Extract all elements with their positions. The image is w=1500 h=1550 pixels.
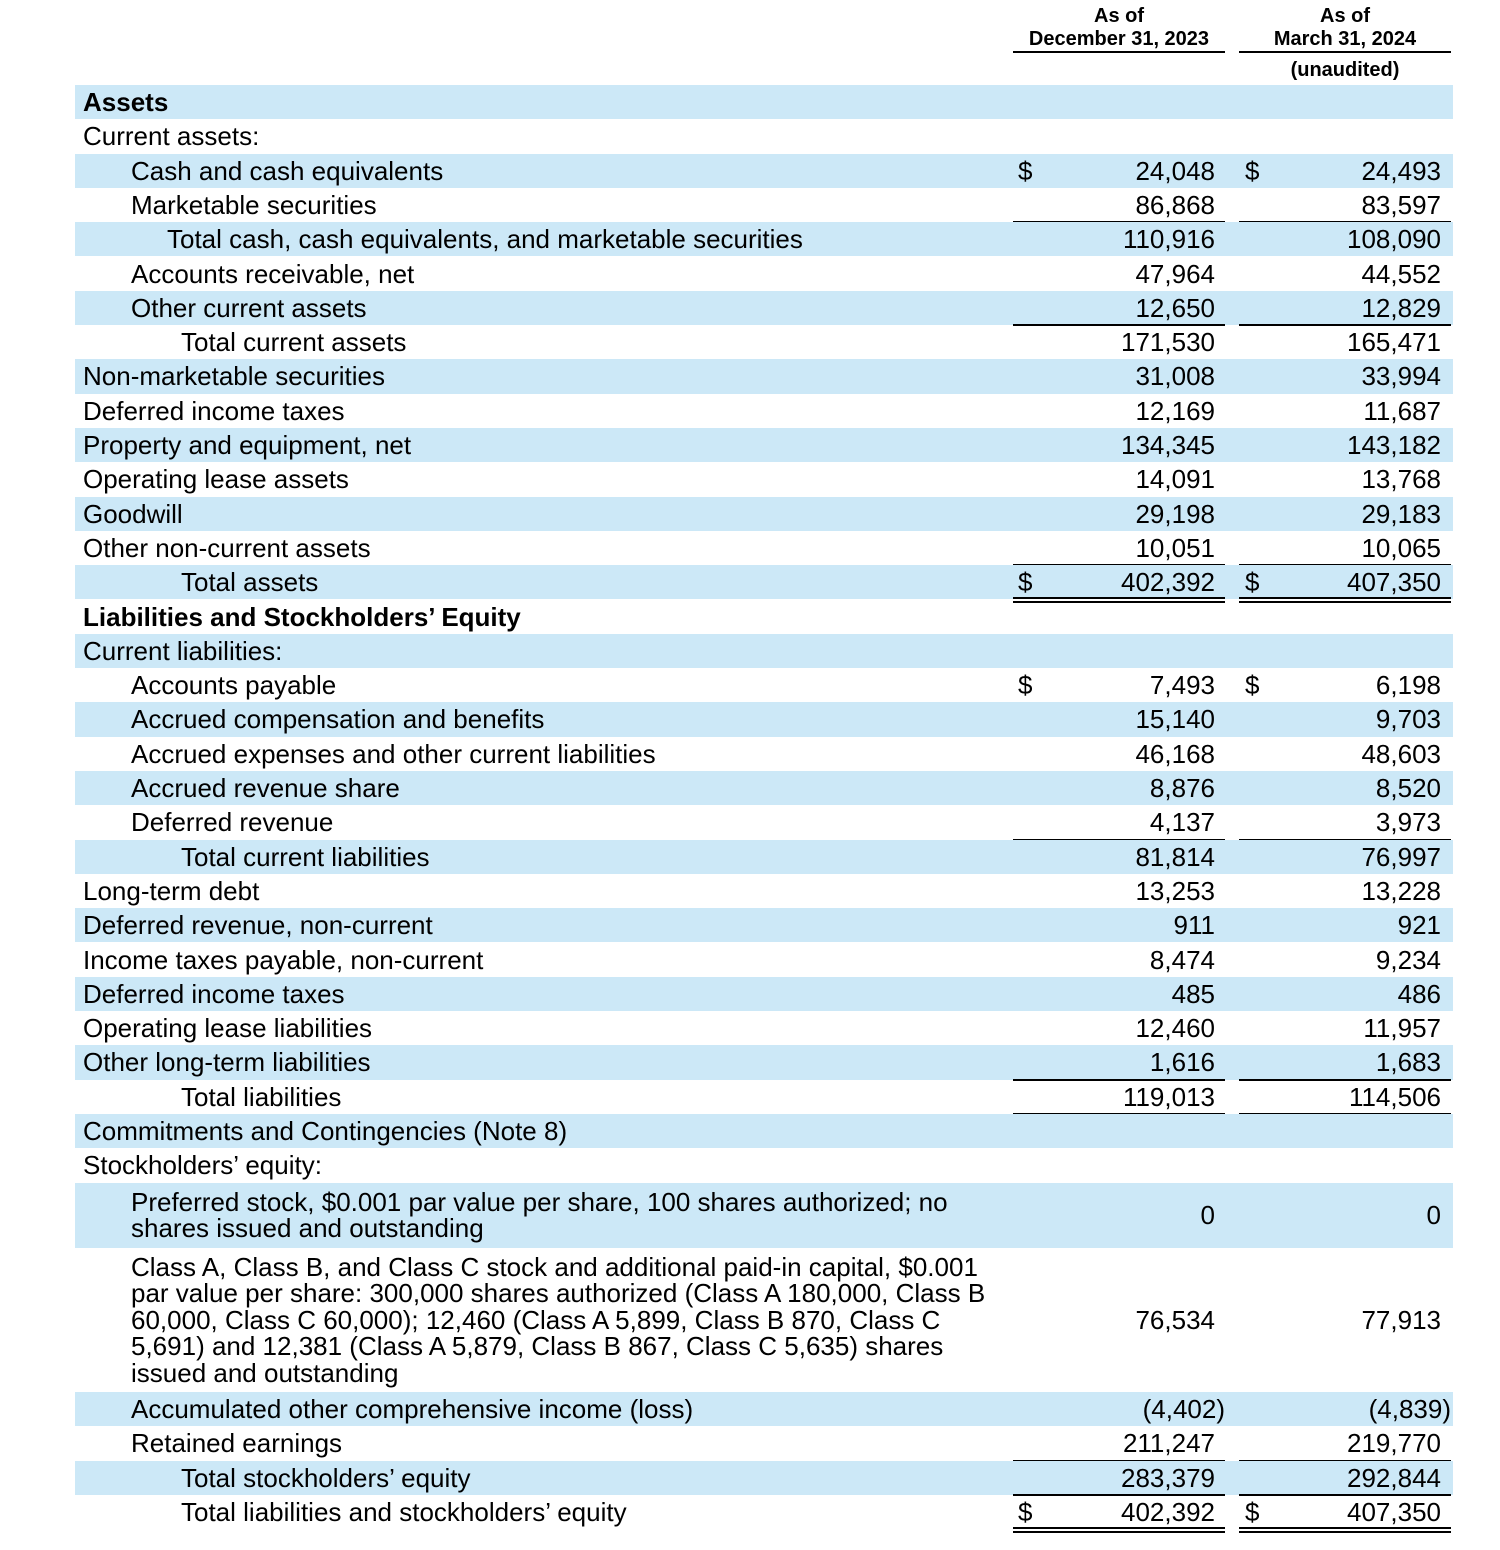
row-label: Accounts receivable, net bbox=[131, 258, 415, 289]
currency-symbol: $ bbox=[1245, 670, 1260, 701]
value-mar-2024: 165,471 bbox=[1347, 327, 1441, 358]
value-dec-2023: 211,247 bbox=[1122, 1428, 1215, 1459]
table-row bbox=[75, 1148, 1453, 1182]
value-dec-2023: 24,048 bbox=[1135, 155, 1215, 186]
row-label: Marketable securities bbox=[131, 189, 377, 220]
table-row bbox=[75, 359, 1453, 393]
table-row bbox=[75, 394, 1453, 428]
row-label: Liabilities and Stockholders’ Equity bbox=[83, 601, 521, 632]
table-row bbox=[75, 291, 1453, 325]
table-row bbox=[75, 119, 1453, 153]
value-mar-2024: 24,493 bbox=[1361, 155, 1441, 186]
row-label: Total liabilities and stockholders’ equity bbox=[181, 1497, 627, 1527]
column-header-line2: December 31, 2023 bbox=[1028, 28, 1210, 50]
row-label: Total assets bbox=[181, 567, 319, 598]
table-row bbox=[75, 908, 1453, 942]
table-row bbox=[75, 771, 1453, 805]
row-label: Deferred income taxes bbox=[83, 978, 345, 1009]
value-dec-2023: 0 bbox=[1200, 1200, 1215, 1231]
value-dec-2023: 81,814 bbox=[1135, 841, 1215, 872]
row-label: Commitments and Contingencies (Note 8) bbox=[83, 1116, 568, 1146]
value-dec-2023: 8,876 bbox=[1149, 773, 1215, 803]
row-label: Total stockholders’ equity bbox=[181, 1462, 471, 1493]
value-dec-2023: 485 bbox=[1171, 978, 1215, 1009]
total-underline bbox=[1013, 1527, 1225, 1533]
value-dec-2023: 119,013 bbox=[1122, 1081, 1215, 1112]
value-mar-2024: 13,228 bbox=[1361, 875, 1441, 906]
row-label: Operating lease assets bbox=[83, 464, 349, 495]
value-mar-2024: 83,597 bbox=[1361, 189, 1441, 220]
header-underline bbox=[1013, 51, 1225, 53]
row-label: Cash and cash equivalents bbox=[131, 155, 444, 186]
column-header-line2: March 31, 2024 bbox=[1273, 28, 1417, 50]
currency-symbol: $ bbox=[1018, 1497, 1033, 1527]
table-row bbox=[75, 1392, 1453, 1426]
value-mar-2024: 13,768 bbox=[1361, 464, 1441, 495]
currency-symbol: $ bbox=[1245, 1497, 1260, 1527]
value-mar-2024: 1,683 bbox=[1375, 1047, 1441, 1078]
row-label: Non-marketable securities bbox=[83, 361, 386, 392]
table-row bbox=[75, 840, 1453, 874]
table-row bbox=[75, 737, 1453, 771]
row-label: Current liabilities: bbox=[83, 635, 283, 666]
table-row bbox=[75, 1461, 1453, 1495]
row-label: Other long-term liabilities bbox=[83, 1047, 371, 1078]
value-dec-2023: 911 bbox=[1173, 910, 1215, 941]
column-header-line1: As of bbox=[1094, 5, 1144, 27]
value-dec-2023: 76,534 bbox=[1135, 1304, 1215, 1335]
value-dec-2023: 10,051 bbox=[1135, 532, 1215, 563]
row-label: Deferred income taxes bbox=[83, 395, 345, 426]
value-mar-2024: 29,183 bbox=[1361, 498, 1441, 529]
value-dec-2023: 7,493 bbox=[1149, 670, 1215, 701]
table-row bbox=[75, 943, 1453, 977]
currency-symbol: $ bbox=[1018, 155, 1033, 186]
value-dec-2023: 12,169 bbox=[1135, 395, 1215, 426]
row-label: Deferred revenue, non-current bbox=[83, 910, 433, 941]
table-row bbox=[75, 1011, 1453, 1045]
table-row bbox=[75, 1045, 1453, 1079]
row-label: Accumulated other comprehensive income (loss) bbox=[131, 1394, 694, 1425]
value-mar-2024: 12,829 bbox=[1361, 292, 1441, 323]
value-mar-2024: 407,350 bbox=[1347, 1497, 1441, 1527]
value-dec-2023: (4,402) bbox=[1142, 1394, 1225, 1425]
value-dec-2023: 86,868 bbox=[1135, 189, 1215, 220]
value-dec-2023: 1,616 bbox=[1149, 1047, 1215, 1078]
table-row bbox=[75, 85, 1453, 119]
value-dec-2023: 13,253 bbox=[1135, 875, 1215, 906]
row-label: Preferred stock, $0.001 par value per share, 100 shares authorized; no shares issued and outstanding bbox=[131, 1186, 948, 1244]
value-mar-2024: 8,520 bbox=[1375, 773, 1441, 803]
table-row bbox=[75, 462, 1453, 496]
value-mar-2024: 292,844 bbox=[1347, 1462, 1441, 1493]
value-mar-2024: 114,506 bbox=[1348, 1081, 1441, 1112]
table-row bbox=[75, 428, 1453, 462]
table-row bbox=[75, 1183, 1453, 1248]
value-dec-2023: 12,460 bbox=[1135, 1013, 1215, 1044]
table-row bbox=[75, 1114, 1453, 1148]
table-row bbox=[75, 1080, 1453, 1114]
table-row bbox=[75, 668, 1453, 702]
table-row bbox=[75, 257, 1453, 291]
column-header-dec-2023 bbox=[1013, 5, 1225, 51]
value-mar-2024: 3,973 bbox=[1375, 807, 1441, 838]
value-dec-2023: 171,530 bbox=[1121, 327, 1215, 358]
value-mar-2024: 6,198 bbox=[1375, 670, 1441, 701]
table-row bbox=[75, 1248, 1453, 1393]
value-mar-2024: 9,234 bbox=[1375, 944, 1441, 975]
value-mar-2024: 9,703 bbox=[1375, 704, 1441, 735]
table-row bbox=[75, 805, 1453, 839]
row-label: Total current assets bbox=[181, 327, 407, 358]
header-underline bbox=[1239, 51, 1451, 53]
row-label: Total cash, cash equivalents, and marketable securities bbox=[167, 224, 803, 255]
value-mar-2024: 0 bbox=[1426, 1200, 1441, 1231]
row-label: Accounts payable bbox=[131, 670, 337, 701]
unaudited-note: (unaudited) bbox=[1290, 59, 1400, 81]
value-mar-2024: 33,994 bbox=[1361, 361, 1441, 392]
row-label: Other non-current assets bbox=[83, 532, 371, 563]
table-row bbox=[75, 154, 1453, 188]
value-dec-2023: 110,916 bbox=[1122, 224, 1215, 255]
value-mar-2024: 77,913 bbox=[1361, 1304, 1441, 1335]
row-label: Retained earnings bbox=[131, 1428, 343, 1459]
row-label: Income taxes payable, non-current bbox=[83, 944, 484, 975]
value-dec-2023: 14,091 bbox=[1135, 464, 1215, 495]
table-row bbox=[75, 702, 1453, 736]
value-dec-2023: 402,392 bbox=[1121, 1497, 1215, 1527]
value-mar-2024: 486 bbox=[1397, 978, 1441, 1009]
value-dec-2023: 134,345 bbox=[1121, 430, 1215, 460]
value-mar-2024: 48,603 bbox=[1361, 738, 1441, 769]
row-label: Deferred revenue bbox=[131, 807, 334, 838]
table-row bbox=[75, 634, 1453, 668]
row-label: Goodwill bbox=[83, 498, 183, 529]
value-dec-2023: 8,474 bbox=[1149, 944, 1215, 975]
value-mar-2024: 76,997 bbox=[1361, 841, 1441, 872]
row-label: Stockholders’ equity: bbox=[83, 1150, 322, 1181]
row-label: Current assets: bbox=[83, 121, 260, 152]
value-mar-2024: 219,770 bbox=[1347, 1428, 1441, 1459]
row-label: Assets bbox=[83, 87, 169, 117]
table-row bbox=[75, 497, 1453, 531]
table-row bbox=[75, 531, 1453, 565]
row-label: Accrued revenue share bbox=[131, 773, 400, 803]
value-dec-2023: 46,168 bbox=[1135, 738, 1215, 769]
row-label: Class A, Class B, and Class C stock and additional paid-in capital, $0.001 par value per share: 300,000 shares authorized (Class A 180,000, Class B 60,000, Class C 60,000); 12,460 (Class A 5,899, Class B 870, Class C 5,691) and 12,381 (Class A 5,879, Class B 867, Class C 5,635) shares issued and outstanding bbox=[131, 1251, 986, 1388]
table-row bbox=[75, 977, 1453, 1011]
table-row bbox=[75, 1495, 1453, 1529]
value-mar-2024: 143,182 bbox=[1347, 430, 1441, 460]
column-header-mar-2024 bbox=[1239, 5, 1451, 51]
value-mar-2024: 11,687 bbox=[1363, 395, 1441, 426]
value-dec-2023: 402,392 bbox=[1121, 567, 1215, 598]
value-mar-2024: 10,065 bbox=[1361, 532, 1441, 563]
row-label: Long-term debt bbox=[83, 875, 260, 906]
value-dec-2023: 15,140 bbox=[1135, 704, 1215, 735]
value-mar-2024: 407,350 bbox=[1347, 567, 1441, 598]
value-mar-2024: 11,957 bbox=[1363, 1013, 1441, 1044]
value-mar-2024: (4,839) bbox=[1368, 1394, 1451, 1425]
table-row bbox=[75, 1426, 1453, 1460]
value-dec-2023: 29,198 bbox=[1135, 498, 1215, 529]
row-label: Total liabilities bbox=[181, 1081, 342, 1112]
currency-symbol: $ bbox=[1018, 670, 1033, 701]
table-row bbox=[75, 222, 1453, 256]
value-mar-2024: 108,090 bbox=[1347, 224, 1441, 255]
table-row bbox=[75, 188, 1453, 222]
row-label: Other current assets bbox=[131, 292, 367, 323]
total-underline bbox=[1239, 1527, 1451, 1533]
row-label: Property and equipment, net bbox=[83, 430, 412, 460]
row-label: Accrued expenses and other current liabilities bbox=[131, 738, 656, 769]
table-row bbox=[75, 325, 1453, 359]
value-dec-2023: 31,008 bbox=[1135, 361, 1215, 392]
value-dec-2023: 12,650 bbox=[1135, 292, 1215, 323]
currency-symbol: $ bbox=[1245, 567, 1260, 598]
value-dec-2023: 4,137 bbox=[1149, 807, 1215, 838]
row-label: Accrued compensation and benefits bbox=[131, 704, 545, 735]
value-dec-2023: 283,379 bbox=[1121, 1462, 1215, 1493]
value-mar-2024: 44,552 bbox=[1361, 258, 1441, 289]
value-mar-2024: 921 bbox=[1397, 910, 1441, 941]
currency-symbol: $ bbox=[1018, 567, 1033, 598]
table-row bbox=[75, 600, 1453, 634]
table-row bbox=[75, 565, 1453, 599]
table-row bbox=[75, 874, 1453, 908]
column-header-line1: As of bbox=[1320, 5, 1370, 27]
row-label: Operating lease liabilities bbox=[83, 1013, 373, 1044]
row-label: Total current liabilities bbox=[181, 841, 430, 872]
value-dec-2023: 47,964 bbox=[1135, 258, 1215, 289]
currency-symbol: $ bbox=[1245, 155, 1260, 186]
